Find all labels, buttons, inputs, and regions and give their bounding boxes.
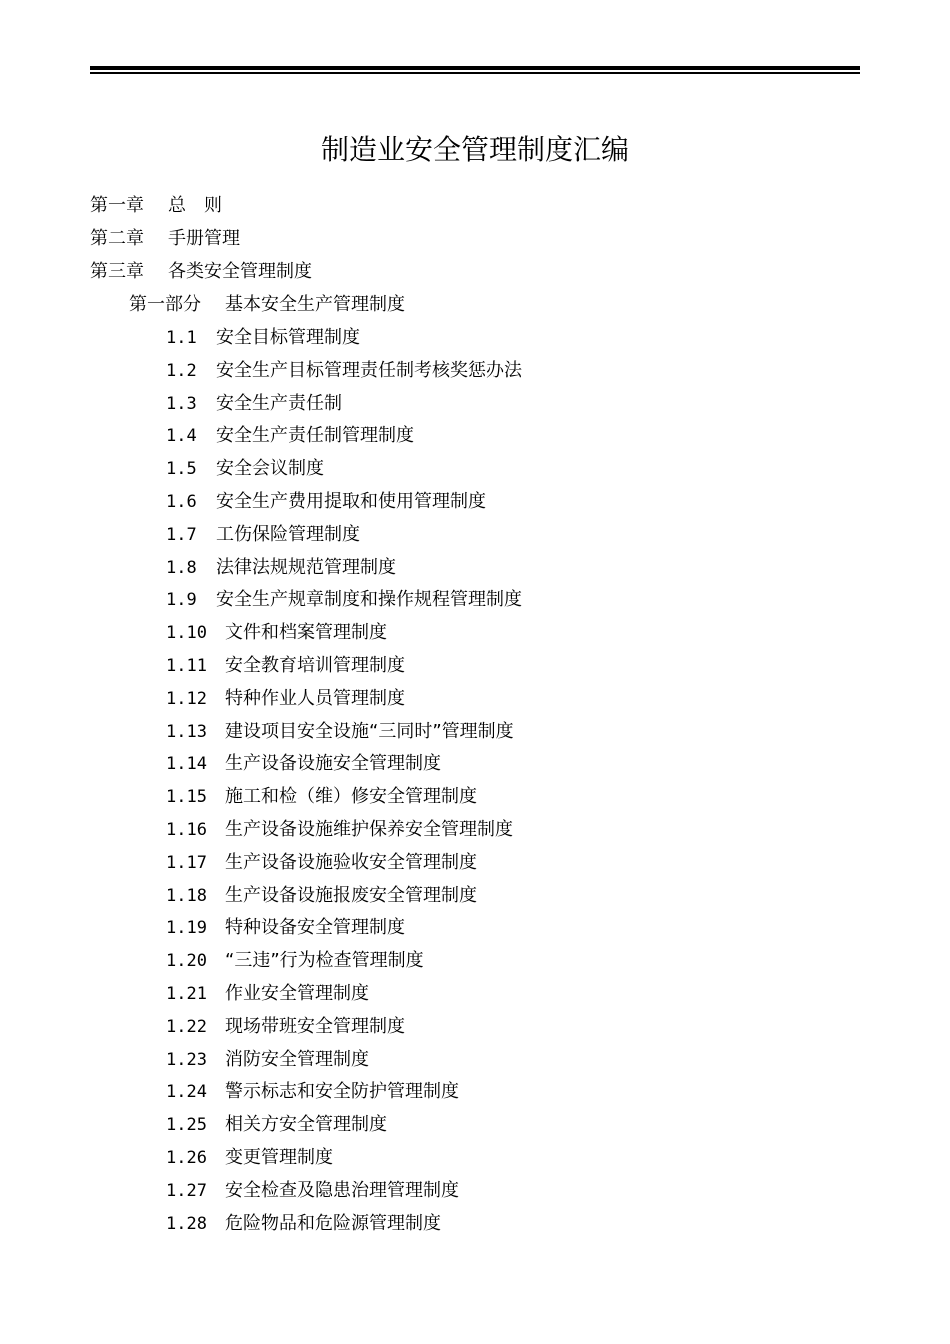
toc-item-number: 1.25 (166, 1115, 207, 1136)
toc-part-number: 第一部分 (129, 294, 201, 315)
toc-item-label: 危险物品和危险源管理制度 (225, 1212, 441, 1234)
toc-item-label: “三违”行为检查管理制度 (225, 950, 424, 972)
toc-item-label: 安全生产责任制 (216, 392, 342, 414)
toc-item-label: 生产设备设施安全管理制度 (225, 753, 441, 775)
toc-chapter-number: 第二章 (90, 228, 144, 249)
toc-item (166, 650, 405, 682)
toc-item-number: 1.14 (166, 754, 207, 775)
toc-item (166, 453, 324, 485)
toc-item-label: 安全检查及隐患治理管理制度 (225, 1179, 459, 1201)
toc-item-number: 1.27 (166, 1180, 207, 1201)
toc-item-label: 安全目标管理制度 (216, 327, 360, 348)
document-title: 制造业安全管理制度汇编 (320, 133, 629, 166)
toc-item-number: 1.12 (166, 688, 207, 709)
toc-item (166, 552, 396, 584)
toc-item-number: 1.22 (166, 1016, 207, 1037)
toc-item-number: 1.16 (166, 820, 207, 840)
toc-item (166, 781, 477, 813)
toc-item (166, 912, 405, 944)
toc-chapter (90, 223, 240, 255)
toc-item (166, 814, 513, 846)
toc-item-number: 1.26 (166, 1148, 207, 1168)
toc-chapter-label: 各类安全管理制度 (168, 261, 312, 282)
toc-item-number: 1.8 (166, 557, 197, 578)
toc-item-number: 1.6 (166, 492, 197, 512)
toc-item-label: 安全生产责任制管理制度 (216, 425, 414, 447)
toc-item (166, 1109, 387, 1141)
toc-item-number: 1.3 (166, 393, 197, 414)
toc-item-number: 1.23 (166, 1049, 207, 1070)
toc-item (166, 1208, 441, 1240)
toc-chapter (90, 256, 312, 288)
toc-item-number: 1.21 (166, 984, 207, 1004)
toc-item-number: 1.11 (166, 656, 207, 676)
toc-item-label: 现场带班安全管理制度 (225, 1015, 405, 1037)
toc-item (166, 683, 405, 715)
toc-item-number: 1.24 (166, 1082, 207, 1103)
toc-item (166, 880, 477, 912)
toc-item-number: 1.7 (166, 524, 197, 545)
toc-item-label: 施工和检（维）修安全管理制度 (225, 786, 477, 808)
toc-item-number: 1.18 (166, 885, 207, 906)
toc-item-label: 生产设备设施维护保养安全管理制度 (225, 819, 513, 840)
toc-chapter-number: 第一章 (90, 195, 144, 216)
toc-part (129, 289, 405, 321)
toc-item-label: 安全教育培训管理制度 (225, 655, 405, 676)
toc-item-label: 相关方安全管理制度 (225, 1114, 387, 1136)
toc-item-label: 安全会议制度 (216, 458, 324, 480)
toc-item (166, 847, 477, 879)
toc-item (166, 420, 414, 452)
toc-item-label: 特种作业人员管理制度 (225, 687, 405, 709)
toc-item (166, 519, 360, 551)
toc-item-number: 1.9 (166, 590, 197, 611)
toc-item (166, 1175, 459, 1207)
toc-chapter-label: 手册管理 (168, 228, 240, 249)
toc-item (166, 486, 486, 518)
toc-item-number: 1.5 (166, 459, 197, 480)
toc-item (166, 978, 369, 1010)
toc-item-label: 安全生产费用提取和使用管理制度 (216, 491, 486, 512)
toc-chapter-label: 总 则 (168, 195, 222, 216)
toc-item-number: 1.19 (166, 918, 207, 939)
header-rule-thin (90, 72, 860, 74)
toc-item (166, 945, 424, 977)
toc-item-number: 1.13 (166, 721, 207, 742)
toc-item-number: 1.4 (166, 426, 197, 447)
toc-item-number: 1.1 (166, 328, 197, 348)
toc-item (166, 617, 387, 649)
toc-item-number: 1.20 (166, 951, 207, 972)
toc-item (166, 584, 522, 616)
toc-item-label: 特种设备安全管理制度 (225, 917, 405, 939)
toc-item (166, 355, 522, 387)
toc-part-label: 基本安全生产管理制度 (225, 294, 405, 315)
toc-item (166, 1076, 459, 1108)
toc-item-label: 变更管理制度 (225, 1147, 333, 1168)
toc-item (166, 716, 514, 748)
toc-item-label: 法律法规规范管理制度 (216, 556, 396, 578)
toc-item-number: 1.10 (166, 623, 207, 644)
header-rule-thick (90, 66, 860, 70)
toc-item (166, 1011, 405, 1043)
toc-chapter-number: 第三章 (90, 261, 144, 282)
toc-item-label: 生产设备设施报废安全管理制度 (225, 884, 477, 906)
toc-item (166, 1142, 333, 1174)
toc-item (166, 748, 441, 780)
toc-item-label: 消防安全管理制度 (225, 1048, 369, 1070)
toc-item-label: 文件和档案管理制度 (225, 622, 387, 644)
toc-item-label: 生产设备设施验收安全管理制度 (225, 851, 477, 873)
toc-item (166, 1044, 369, 1076)
toc-item-label: 安全生产规章制度和操作规程管理制度 (216, 589, 522, 611)
toc-item (166, 388, 342, 420)
toc-chapter (90, 190, 222, 222)
toc-item-label: 安全生产目标管理责任制考核奖惩办法 (216, 359, 522, 381)
toc-item-label: 工伤保险管理制度 (216, 523, 360, 545)
toc-item-number: 1.15 (166, 787, 207, 808)
toc-item-number: 1.2 (166, 360, 197, 381)
toc-item-number: 1.28 (166, 1213, 207, 1234)
toc-item-label: 警示标志和安全防护管理制度 (225, 1081, 459, 1103)
toc-item-label: 建设项目安全设施“三同时”管理制度 (225, 720, 514, 742)
toc-item-number: 1.17 (166, 852, 207, 873)
toc-item (166, 322, 360, 354)
toc-item-label: 作业安全管理制度 (225, 983, 369, 1004)
